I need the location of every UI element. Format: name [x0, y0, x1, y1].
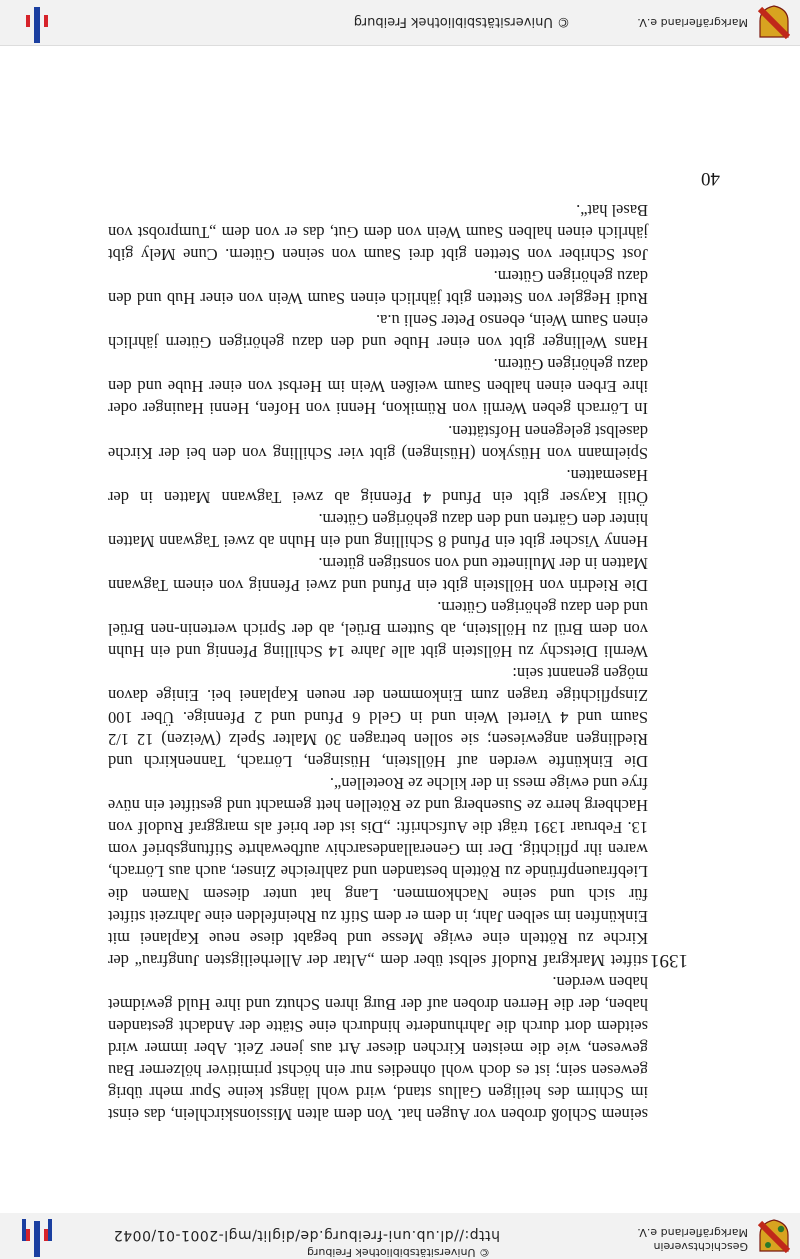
library-credit: © Universitätsbibliothek Freiburg — [353, 14, 570, 29]
footer-bar — [0, 0, 800, 46]
paragraph: In Lörrach geben Wernli von Rümikon, Henni von Hofen, Henni Hauinger oder ihre Erben einen halben Saum weißen Wein im Herbst von einer Hube und den dazu gehörigen Gütern. — [108, 355, 648, 419]
paragraph: Spielmann von Hüsykon (Hüsingen) gibt vier Schilling von den bei der Kirche daselbst gelegenen Hofstätten. — [108, 421, 648, 463]
paragraph: Ötili Kayser gibt ein Pfund 4 Pfennig ab zwei Tagwann Matten in der Hasematten. — [108, 465, 648, 507]
paragraph: Hans Wellinger gibt von einer Hube und den dazu gehörigen Gütern jährlich einen Saum Wein, ebenso Peter Senli u.a. — [108, 311, 648, 353]
body-text — [108, 199, 688, 1125]
paragraph: Henny Vischer gibt ein Pfund 8 Schilling und ein Huhn ab zwei Tagwann Matten hinter den Gärten und den dazu gehörigen Gütern. — [108, 509, 648, 551]
library-credit: © Universitätsbibliothek Freiburg — [307, 1246, 490, 1259]
year-marker: 1391 — [650, 949, 688, 971]
university-library-logo-icon — [16, 1217, 56, 1257]
page-number: 40 — [701, 168, 720, 189]
paragraph-1391: 1391 stiftet Markgraf Rudolf selbst über dem „Altar der Allerheiligsten Jungfrau“ der Kirche zu Rötteln eine ewige Messe und begabt diese neue Kaplanei mit Einkünften im selben Jahr, in dem er dem Stift zu Rheinfelden eine Jahrzeit stiftet für sich und seine Nachkommen. Lang hat unter diesem Namen die Liebfrauenpfründe zu Rötteln bestanden und zahlreiche Zinser, auch aus Lörrach, waren ihr pflichtig. Der im Generallandesarchiv aufbewahrte Stiftungsbrief vom 13. Februar 1391 trägt die Aufschrift: „Dis ist der brief als marggraf Rudolf von Hachberg herre ze Susenberg und ze Rötellen hett gemacht und gestiftet ein nüve frye und ewige mess in der kilche ze Roetellen“. — [108, 774, 688, 971]
paragraph: Jost Schriber von Stetten gibt drei Saum von seinen Gütern. Cune Mely gibt jährlich einen halben Saum Wein von dem Gut, das er von dem „Tumprobst von Basel hat“. — [108, 201, 648, 265]
paragraph: Die Riedrin von Höllstein gibt ein Pfund und zwei Pfennig von einem Tagwann Matten in der Mulinette und von sonstigen gütern. — [108, 553, 648, 595]
university-library-logo-icon — [16, 3, 56, 43]
header-bar — [0, 1213, 800, 1259]
society-name: Geschichtsverein Markgräflerland e.V. — [637, 1226, 748, 1253]
paragraph: Die Einkünfte werden auf Höllstein, Hüsingen, Lörrach, Tannenkirch und Riedlingen angewiesen; sie sollen betragen 30 Malter Spelz (Weizen) 12 1/2 Saum und 4 Viertel Wein und in Geld 6 Pfund und 2 Pfennige. Über 100 Zinspflichtige tragen zum Einkommen der neuen Kaplanei bei. Einige davon mögen genannt sein: — [108, 664, 648, 772]
paragraph: Rudi Heggler von Stetten gibt jährlich einen Saum Wein von einer Hub und den dazu gehörigen Gütern. — [108, 267, 648, 309]
society-crest-icon — [758, 5, 790, 39]
society-crest-icon — [758, 1219, 790, 1253]
document-url[interactable]: http://dl.ub.uni-freiburg.de/diglit/mgl-2001-01/0042 — [113, 1227, 500, 1243]
paragraph: Wernli Dietschy zu Höllstein gibt alle Jahre 14 Schilling Pfennig und ein Huhn von dem Brül zu Höllstein, ab Suttern Brüel, ab der Sprich wertenin-nen Brüel und den dazu gehörigen Gütern. — [108, 597, 648, 662]
paragraph: seinem Schloß droben vor Augen hat. Von dem alten Missionskirchlein, das einst im Schirm des heiligen Gallus stand, wird wohl längst keine Spur mehr übrig gewesen sein; ist es doch wohl ohnedies nur ein höchst primitiver hölzerner Bau gewesen, wie die meisten Kirchen dieser Art aus jener Zeit. Aber immer wird seitdem dort durch die Jahrhunderte hindurch eine Stätte der Andacht gestanden haben, der die Herren droben auf der Burg ihren Schutz und ihre Huld gewidmet haben werden. — [108, 972, 648, 1124]
society-name: Markgräflerland e.V. — [637, 16, 748, 29]
